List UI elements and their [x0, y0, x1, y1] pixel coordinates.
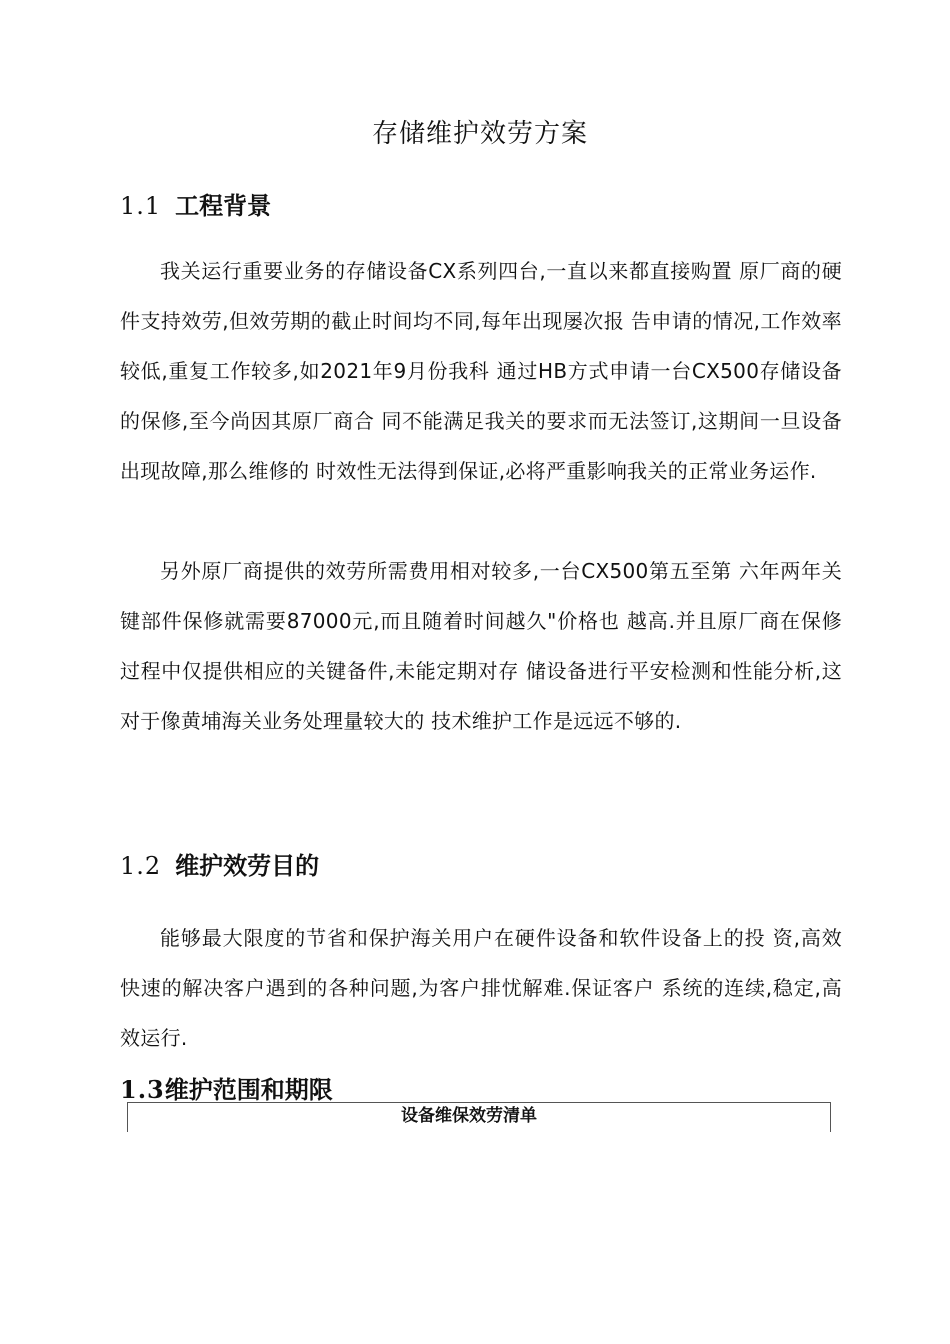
section-title: 工程背景 [175, 191, 272, 220]
section-number: 1.2 [120, 852, 162, 880]
section-number: 1.1 [120, 192, 162, 220]
paragraph-background-2: 另外原厂商提供的效劳所需费用相对较多,一台CX500第五至第 六年两年关键部件保修就需要87000元,而且随着时间越久"价格也 越高.并且原厂商在保修过程中仅提供相应的关键备件,未能定期对存 储设备进行平安检测和性能分析,这对于像黄埔海关业务处理量较大的 技术维护工作是远远不够的. [120, 559, 842, 733]
document-title: 存储维护效劳方案 [371, 119, 588, 149]
table-caption: 设备维保效劳清单 [401, 1106, 537, 1126]
section-title: 维护范围和期限 [164, 1075, 333, 1104]
section-title: 维护效劳目的 [175, 851, 320, 880]
paragraph-background-1: 我关运行重要业务的存储设备CX系列四台,一直以来都直接购置 原厂商的硬件支持效劳,但效劳期的截止时间均不同,每年出现屡次报 告申请的情况,工作效率较低,重复工作较多,如2021年9月份我科 通过HB方式申请一台CX500存储设备的保修,至今尚因其原厂商合 同不能满足我关的要求而无法签订,这期间一旦设备出现故障,那么维修的 时效性无法得到保证,必将严重影响我关的正常业务运作. [120, 259, 842, 483]
section-heading-1-2 [120, 848, 319, 884]
paragraph-purpose: 能够最大限度的节省和保护海关用户在硬件设备和软件设备上的投 资,高效快速的解决客户遇到的各种问题,为客户排忧解难.保证客户 系统的连续,稳定,高效运行. [120, 926, 842, 1050]
section-heading-1-1 [120, 188, 271, 224]
section-number: 1.3 [120, 1075, 165, 1104]
service-list-table [127, 1102, 831, 1132]
